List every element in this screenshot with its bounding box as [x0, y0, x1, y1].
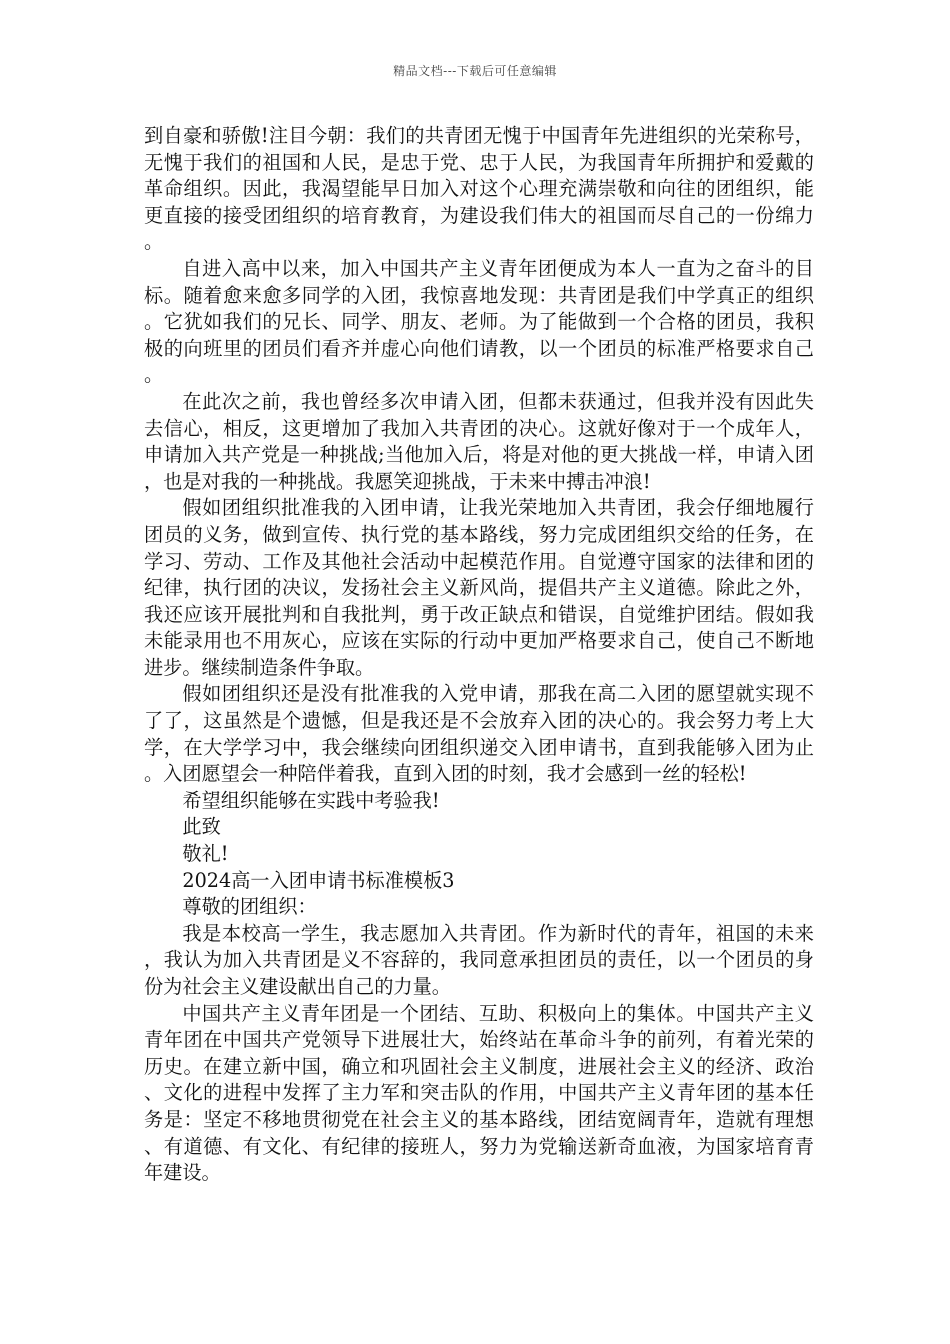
section-title: 2024高一入团申请书标准模板3 [182, 868, 455, 892]
paragraph: 在此次之前，我也曾经多次申请入团，但都未获通过，但我并没有因此失去信心，相反，这更增加了我加入共青团的决心。这就好像对于一个成年人，申请加入共产党是一种挑战;当他加入后，将是对他的更大挑战一样，申请入团，也是对我的一种挑战。我愿笑迎挑战，于未来中搏击冲浪! [144, 389, 814, 493]
closing-wish: 希望组织能够在实践中考验我! [182, 788, 440, 812]
paragraph: 假如团组织批准我的入团申请，让我光荣地加入共青团，我会仔细地履行团员的义务，做到宣传、执行党的基本路线，努力完成团组织交给的任务，在学习、劳动、工作及其他社会活动中起模范作用。自觉遵守国家的法律和团的纪律，执行团的决议，发扬社会主义新风尚，提倡共产主义道德。除此之外，我还应该开展批判和自我批判，勇于改正缺点和错误，自觉维护团结。假如我未能录用也不用灰心，应该在实际的行动中更加严格要求自己，使自己不断地进步。继续制造条件争取。 [144, 496, 814, 679]
letter-greeting: 尊敬的团组织： [182, 895, 317, 919]
paragraph: 中国共产主义青年团是一个团结、互助、积极向上的集体。中国共产主义青年团在中国共产党领导下进展壮大，始终站在革命斗争的前列，有着光荣的历史。在建立新中国，确立和巩固社会主义制度，进展社会主义的经济、政治、文化的进程中发挥了主力军和突击队的作用，中国共产主义青年团的基本任务是：坚定不移地贯彻党在社会主义的基本路线，团结宽阔青年，造就有理想、有道德、有文化、有纪律的接班人，努力为党输送新奇血液，为国家培育青年建设。 [144, 1001, 814, 1185]
paragraph: 假如团组织还是没有批准我的入党申请，那我在高二入团的愿望就实现不了了，这虽然是个遗憾，但是我还是不会放弃入团的决心的。我会努力考上大学，在大学学习中，我会继续向团组织递交入团申请书，直到我能够入团为止。入团愿望会一种陪伴着我，直到入团的时刻，我才会感到一丝的轻松! [144, 682, 814, 786]
salutation-cizhi: 此致 [182, 815, 221, 839]
page-header: 精品文档---下载后可任意编辑 [393, 64, 557, 78]
document-body [144, 123, 814, 1187]
salutation-jingli: 敬礼! [182, 842, 229, 866]
paragraph-continuation: 到自豪和骄傲!注目今朝：我们的共青团无愧于中国青年先进组织的光荣称号，无愧于我们的祖国和人民，是忠于党、忠于人民，为我国青年所拥护和爱戴的革命组织。因此，我渴望能早日加入对这个心理充满崇敬和向往的团组织，能更直接的接受团组织的培育教育，为建设我们伟大的祖国而尽自己的一份绵力。 [144, 124, 814, 254]
paragraph: 我是本校高一学生，我志愿加入共青团。作为新时代的青年，祖国的未来，我认为加入共青团是义不容辞的，我同意承担团员的责任，以一个团员的身份为社会主义建设献出自己的力量。 [144, 921, 814, 998]
paragraph: 自进入高中以来，加入中国共产主义青年团便成为本人一直为之奋斗的目标。随着愈来愈多同学的入团，我惊喜地发现：共青团是我们中学真正的组织。它犹如我们的兄长、同学、朋友、老师。为了能做到一个合格的团员，我积极的向班里的团员们看齐并虚心向他们请教，以一个团员的标准严格要求自己。 [144, 256, 814, 387]
